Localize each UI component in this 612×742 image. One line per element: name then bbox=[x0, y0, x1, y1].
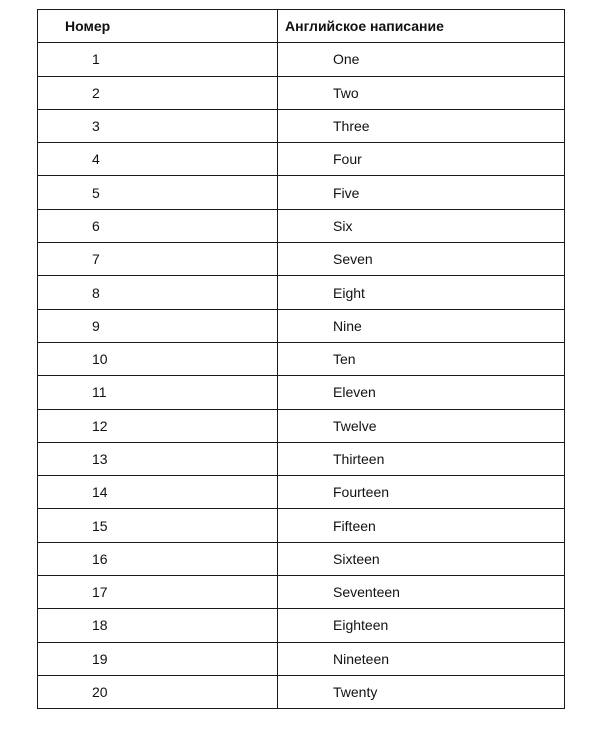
header-number: Номер bbox=[38, 10, 278, 43]
cell-number: 6 bbox=[38, 209, 278, 242]
cell-english: One bbox=[278, 43, 565, 76]
cell-english: Twelve bbox=[278, 409, 565, 442]
cell-number: 3 bbox=[38, 109, 278, 142]
cell-number: 15 bbox=[38, 509, 278, 542]
table-row bbox=[38, 309, 565, 342]
table-row bbox=[38, 143, 565, 176]
cell-english: Nine bbox=[278, 309, 565, 342]
table-row bbox=[38, 376, 565, 409]
cell-english: Six bbox=[278, 209, 565, 242]
cell-number: 19 bbox=[38, 642, 278, 675]
cell-number: 4 bbox=[38, 143, 278, 176]
table-row bbox=[38, 509, 565, 542]
table-row bbox=[38, 675, 565, 708]
cell-number: 18 bbox=[38, 609, 278, 642]
cell-number: 14 bbox=[38, 476, 278, 509]
cell-number: 7 bbox=[38, 243, 278, 276]
cell-english: Eleven bbox=[278, 376, 565, 409]
cell-number: 11 bbox=[38, 376, 278, 409]
cell-english: Fifteen bbox=[278, 509, 565, 542]
table-body bbox=[38, 43, 565, 709]
cell-english: Thirteen bbox=[278, 442, 565, 475]
cell-number: 2 bbox=[38, 76, 278, 109]
table-row bbox=[38, 276, 565, 309]
cell-english: Seven bbox=[278, 243, 565, 276]
cell-english: Three bbox=[278, 109, 565, 142]
table-row bbox=[38, 209, 565, 242]
cell-number: 16 bbox=[38, 542, 278, 575]
cell-english: Two bbox=[278, 76, 565, 109]
table-row bbox=[38, 576, 565, 609]
numbers-table bbox=[37, 9, 565, 709]
table-header-row bbox=[38, 10, 565, 43]
cell-number: 5 bbox=[38, 176, 278, 209]
header-english: Английское написание bbox=[278, 10, 565, 43]
table-row bbox=[38, 43, 565, 76]
cell-english: Nineteen bbox=[278, 642, 565, 675]
cell-english: Twenty bbox=[278, 675, 565, 708]
cell-number: 20 bbox=[38, 675, 278, 708]
cell-english: Ten bbox=[278, 342, 565, 375]
table-row bbox=[38, 642, 565, 675]
table-row bbox=[38, 76, 565, 109]
cell-english: Sixteen bbox=[278, 542, 565, 575]
cell-number: 9 bbox=[38, 309, 278, 342]
cell-number: 12 bbox=[38, 409, 278, 442]
cell-number: 10 bbox=[38, 342, 278, 375]
cell-english: Five bbox=[278, 176, 565, 209]
table-row bbox=[38, 176, 565, 209]
cell-number: 8 bbox=[38, 276, 278, 309]
table-row bbox=[38, 542, 565, 575]
table-row bbox=[38, 109, 565, 142]
table-row bbox=[38, 476, 565, 509]
cell-english: Eighteen bbox=[278, 609, 565, 642]
cell-number: 13 bbox=[38, 442, 278, 475]
table-row bbox=[38, 442, 565, 475]
table-row bbox=[38, 243, 565, 276]
cell-number: 1 bbox=[38, 43, 278, 76]
table-row bbox=[38, 609, 565, 642]
cell-english: Eight bbox=[278, 276, 565, 309]
table-row bbox=[38, 342, 565, 375]
cell-english: Fourteen bbox=[278, 476, 565, 509]
cell-english: Four bbox=[278, 143, 565, 176]
table-row bbox=[38, 409, 565, 442]
cell-english: Seventeen bbox=[278, 576, 565, 609]
cell-number: 17 bbox=[38, 576, 278, 609]
